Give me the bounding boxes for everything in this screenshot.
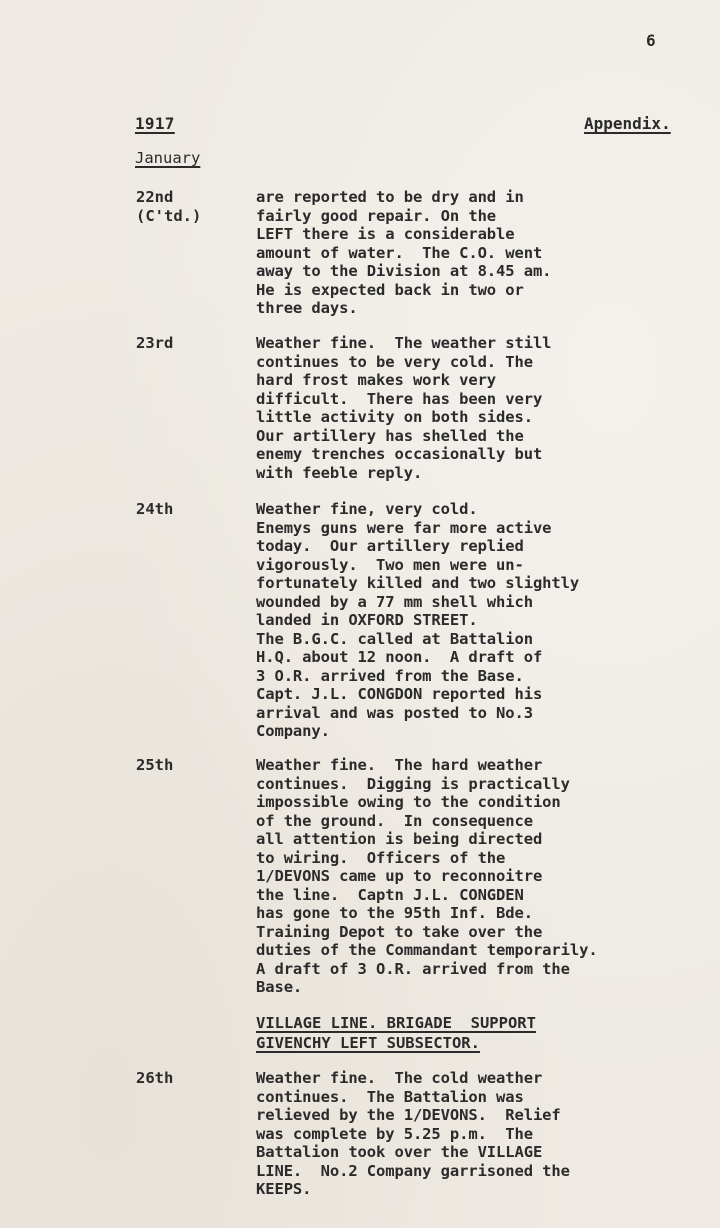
page-number: 6 (646, 31, 657, 50)
entry-date-25th: 25th (136, 756, 174, 774)
month-heading: January (135, 149, 201, 167)
entry-text-24th: Weather fine, very cold. Enemys guns were far more active today. Our artillery replied vigorously. Two men were un- fortunately killed and two slightly wounded by a 77 mm shell which landed in OXFORD STREET. The B.G.C. called at Battalion H.Q. about 12 noon. A draft of 3 O.R. arrived from the Base. Capt. J.L. CONGDON reported his arrival and was posted to No.3 Company. (256, 500, 580, 740)
appendix-heading: Appendix. (584, 114, 671, 133)
entry-date-22nd: 22nd (C'td.) (136, 188, 202, 225)
year-heading: 1917 (135, 114, 175, 133)
entry-text-22nd: are reported to be dry and in fairly good repair. On the LEFT there is a considerable amount of water. The C.O. went away to the Division at 8.45 am. He is expected back in two or three days. (256, 188, 552, 317)
entry-date-26th: 26th (136, 1069, 174, 1087)
entry-date-24th: 24th (136, 500, 174, 518)
entry-text-26th: Weather fine. The cold weather continues. The Battalion was relieved by the 1/DEVONS. Relief was complete by 5.25 p.m. The Battalion took over the VILLAGE LINE. No.2 Company garrisoned the KEEPS. (256, 1069, 570, 1198)
section-heading: VILLAGE LINE. BRIGADE SUPPORT GIVENCHY LEFT SUBSECTOR. (256, 1014, 536, 1052)
entry-text-23rd: Weather fine. The weather still continues to be very cold. The hard frost makes work very difficult. There has been very little activity on both sides. Our artillery has shelled the enemy trenches occasionally but with feeble reply. (256, 334, 552, 482)
entry-date-23rd: 23rd (136, 334, 174, 352)
entry-text-25th: Weather fine. The hard weather continues. Digging is practically impossible owing to the condition of the ground. In consequence all attention is being directed to wiring. Officers of the 1/DEVONS came up to reconnoitre the line. Captn J.L. CONGDEN has gone to the 95th Inf. Bde. Training Depot to take over the duties of the Commandant temporarily. A draft of 3 O.R. arrived from the Base. (256, 756, 598, 996)
